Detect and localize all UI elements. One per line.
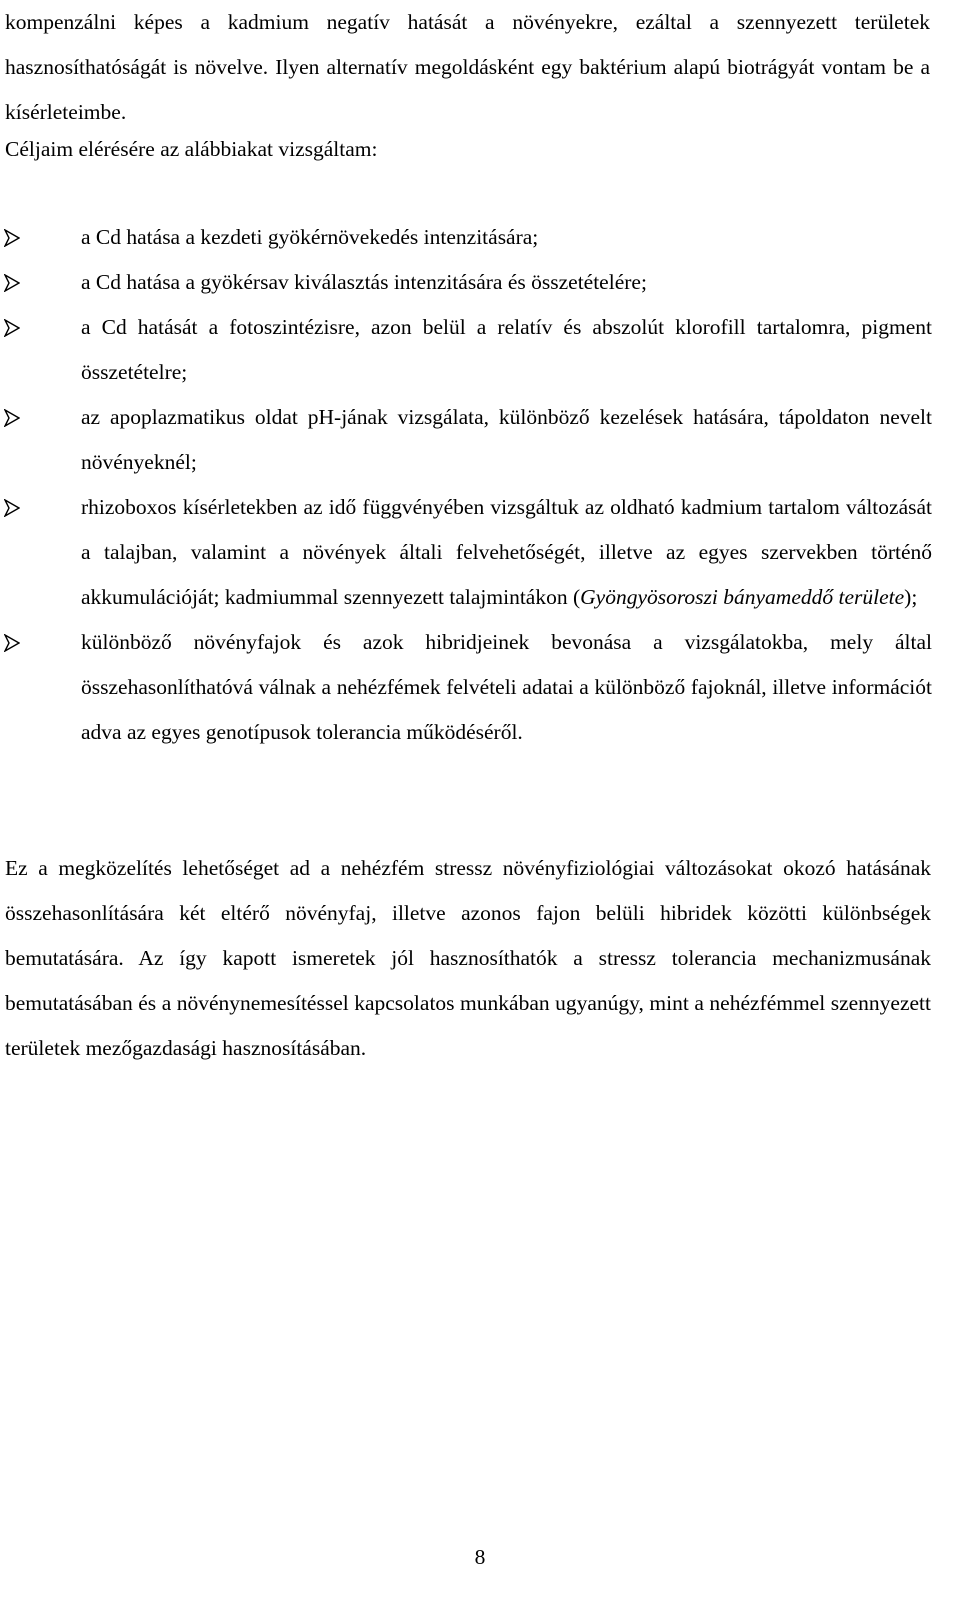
list-item-text-after: ); [904, 585, 918, 609]
list-item [0, 260, 932, 305]
list-item-text: az apoplazmatikus oldat pH-jának vizsgálata, különböző kezelések hatására, tápoldaton nevelt növényeknél; [81, 405, 932, 474]
list-item [0, 485, 932, 620]
arrowhead-bullet-icon [3, 485, 33, 530]
location-name-italic: Gyöngyösoroszi bányameddő területe [580, 585, 905, 609]
closing-paragraph: Ez a megközelítés lehetőséget ad a nehézfém stressz növényfiziológiai változásokat okozó hatásának összehasonlítására két eltérő növényfaj, illetve azonos fajon belüli hibridek közötti különbségek bemutatására. Az így kapott ismeretek jól hasznosíthatók a stressz tolerancia mechanizmusának bemutatásában és a növénynemesítéssel kapcsolatos munkában ugyanúgy, mint a nehézfémmel szennyezett területek mezőgazdasági hasznosításában. [5, 856, 931, 1060]
list-item-text [81, 495, 932, 609]
list-item-text: a Cd hatása a gyökérsav kiválasztás intenzitására és összetételére; [81, 270, 647, 294]
list-item [0, 620, 932, 755]
intro-paragraph: kompenzálni képes a kadmium negatív hatását a növényekre, ezáltal a szennyezett területek hasznosíthatóságát is növelve. Ilyen alternatív megoldásként egy baktérium alapú biotrágyát vontam be a kísérleteimbe. [5, 10, 930, 124]
list-item-text-before: rhizoboxos kísérletekben az idő függvényében vizsgáltuk az oldható kadmium tartalom változását a talajban, valamint a növények általi felvehetőségét, illetve az egyes szervekben történő akkumulációját; kadmiummal szennyezett talajmintákon ( [81, 495, 932, 609]
list-item-text: különböző növényfajok és azok hibridjeinek bevonása a vizsgálatokba, mely által összehasonlíthatóvá válnak a nehézfémek felvételi adatai a különböző fajoknál, illetve információt adva az egyes genotípusok tolerancia működéséről. [81, 630, 932, 744]
arrowhead-bullet-icon [3, 395, 33, 440]
arrowhead-bullet-icon [3, 215, 33, 260]
list-item-text: a Cd hatása a kezdeti gyökérnövekedés intenzitására; [81, 225, 539, 249]
list-item [0, 395, 932, 485]
arrowhead-bullet-icon [3, 260, 33, 305]
closing-paragraph-block [5, 846, 931, 1071]
list-item [0, 305, 932, 395]
list-item-text: a Cd hatását a fotoszintézisre, azon belül a relatív és abszolút klorofill tartalomra, pigment összetételre; [81, 315, 932, 384]
arrowhead-bullet-icon [3, 620, 33, 665]
list-item [0, 215, 932, 260]
goals-list [0, 215, 932, 755]
goals-lead-sentence: Céljaim elérésére az alábbiakat vizsgáltam: [5, 137, 378, 161]
arrowhead-bullet-icon [3, 305, 33, 350]
intro-paragraph-block [5, 0, 930, 135]
page-number: 8 [474, 1545, 486, 1569]
